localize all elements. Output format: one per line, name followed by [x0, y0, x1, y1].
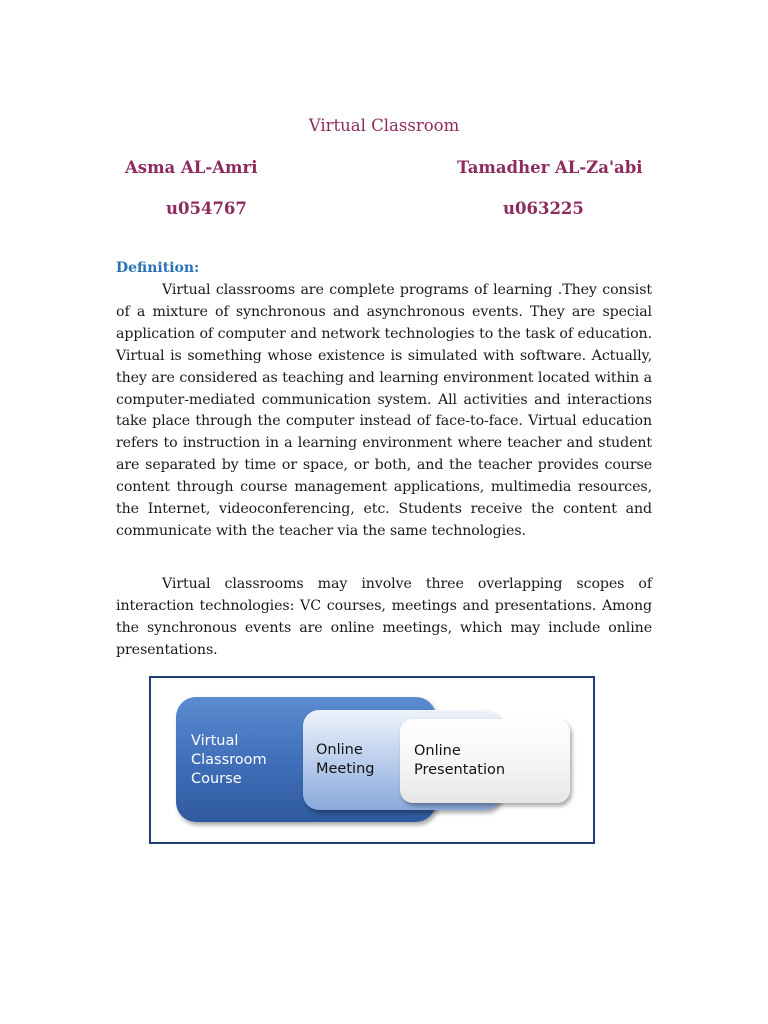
document-title: Virtual Classroom: [308, 116, 460, 135]
meeting-label: Online Meeting: [316, 742, 375, 777]
author-name-2: Tamadher AL-Za'abi: [457, 158, 643, 177]
author-id-2: u063225: [503, 199, 584, 218]
presentation-label: Online Presentation: [414, 743, 506, 778]
definition-heading: Definition:: [116, 260, 200, 276]
paragraph-definition: Virtual classrooms are complete programs of learning .They consist of a mixture of synchronous and asynchronous events. They are special application of computer and network technologies to the task of education. Virtual is something whose existence is simulated with software. Actually, they are considered as teaching and learning environment located within a computer-mediated communication system. All activities and interactions take place through the computer instead of face-to-face. Virtual education refers to instruction in a learning environment where teacher and student are separated by time or space, or both, and the teacher provides course content through course management applications, multimedia resources, the Internet, videoconferencing, etc. Students receive the content and communicate with the teacher via the same technologies.: [116, 282, 652, 539]
paragraph-scopes: Virtual classrooms may involve three overlapping scopes of interaction technologies: VC courses, meetings and presentations. Among the synchronous events are online meetings, which may include online presentations.: [116, 576, 652, 658]
author-id-1: u054767: [166, 199, 247, 218]
author-name-1: Asma AL-Amri: [125, 158, 258, 177]
course-label: Virtual Classroom Course: [191, 733, 267, 787]
